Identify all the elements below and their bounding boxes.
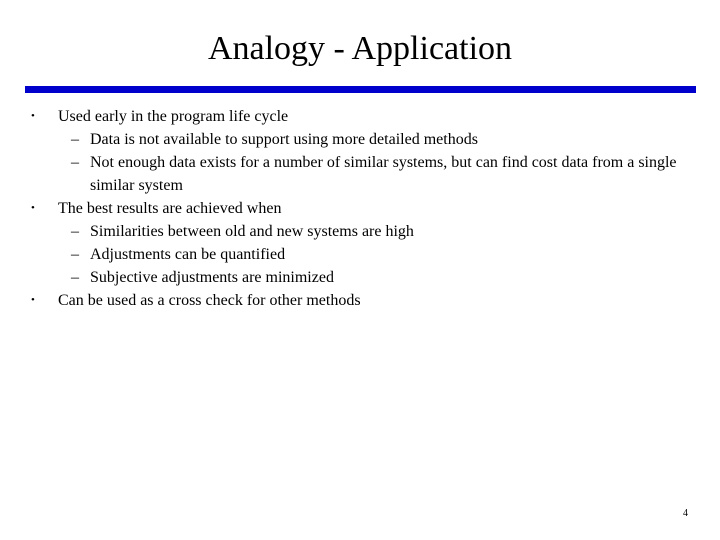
dash-marker: – (71, 154, 79, 171)
slide-title: Analogy - Application (207, 30, 513, 67)
bullet-text: Used early in the program life cycle (58, 108, 289, 125)
sub-bullet-text: Subjective adjustments are minimized (90, 269, 334, 286)
sub-bullet-text: Adjustments can be quantified (90, 246, 286, 263)
sub-bullet-item (0, 151, 720, 197)
sub-bullet-text: Similarities between old and new systems are high (90, 223, 414, 240)
sub-bullet-item (0, 128, 720, 151)
sub-bullet-text: Data is not available to support using more detailed methods (90, 131, 478, 148)
dash-marker: – (71, 223, 79, 240)
dash-marker: – (71, 131, 79, 148)
sub-bullet-item (0, 243, 720, 266)
sub-bullet-item (0, 266, 720, 289)
page-number: 4 (683, 508, 688, 519)
title-underline-rule (25, 86, 696, 93)
sub-bullet-item (0, 220, 720, 243)
bullet-text: The best results are achieved when (58, 200, 282, 217)
bullet-marker: • (31, 110, 35, 122)
dash-marker: – (71, 269, 79, 286)
bullet-text: Can be used as a cross check for other methods (58, 292, 361, 309)
bullet-item (0, 197, 720, 220)
bullet-list (0, 105, 720, 312)
dash-marker: – (71, 246, 79, 263)
sub-bullet-text: Not enough data exists for a number of similar systems, but can find cost data from a single similar system (90, 154, 677, 194)
bullet-item (0, 289, 720, 312)
bullet-marker: • (31, 294, 35, 306)
bullet-item (0, 105, 720, 128)
bullet-marker: • (31, 202, 35, 214)
